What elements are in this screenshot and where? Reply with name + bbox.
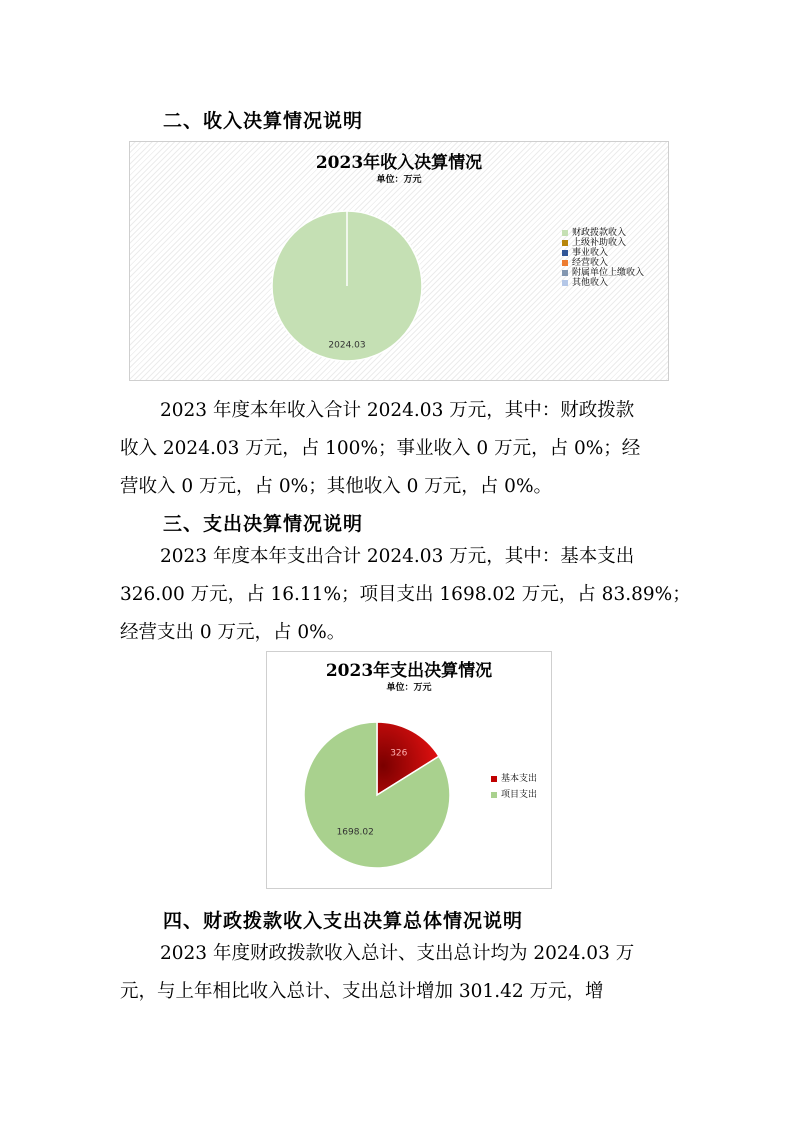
legend-swatch — [491, 776, 497, 782]
chart-unit: 单位：万元 — [376, 175, 422, 185]
legend-item — [562, 228, 644, 238]
text-line: 营收入 0 万元，占 0%；其他收入 0 万元，占 0%。 — [120, 476, 553, 497]
text-line: 2023 年度本年收入合计 2024.03 万元，其中：财政拨款 — [160, 400, 635, 421]
legend-swatch — [562, 270, 568, 276]
legend-swatch — [562, 250, 568, 256]
legend-item — [562, 268, 644, 278]
legend-item — [562, 248, 644, 258]
legend-swatch — [562, 260, 568, 266]
legend-swatch — [562, 280, 568, 286]
chart-title: 2023年支出决算情况 — [325, 661, 493, 681]
pie-data-label: 2024.03 — [328, 340, 366, 351]
section-heading-expense: 三、支出决算情况说明 — [163, 513, 364, 535]
text-line: 326.00 万元，占 16.11%；项目支出 1698.02 万元，占 83.89%； — [120, 584, 691, 605]
legend-label: 其他收入 — [572, 278, 609, 288]
fiscal-paragraph — [120, 935, 680, 1011]
legend-label: 财政拨款收入 — [572, 228, 627, 238]
income-chart — [129, 141, 669, 381]
expense-pie — [267, 652, 551, 888]
legend-swatch — [491, 792, 497, 798]
legend-label: 事业收入 — [572, 248, 609, 258]
legend-label: 附属单位上缴收入 — [572, 268, 645, 278]
legend-swatch — [562, 240, 568, 246]
section-heading-income: 二、收入决算情况说明 — [163, 110, 364, 132]
section-heading-fiscal: 四、财政拨款收入支出决算总体情况说明 — [163, 910, 524, 932]
legend-item — [562, 258, 644, 268]
income-legend — [562, 228, 644, 288]
text-line: 收入 2024.03 万元，占 100%；事业收入 0 万元，占 0%；经 — [120, 438, 641, 459]
legend-label: 经营收入 — [572, 258, 609, 268]
chart-title: 2023年收入决算情况 — [315, 153, 483, 173]
legend-label: 项目支出 — [501, 790, 538, 800]
expense-legend — [491, 774, 537, 806]
legend-item — [491, 790, 537, 800]
legend-swatch — [562, 230, 568, 236]
legend-label: 上级补助收入 — [572, 238, 627, 248]
chart-unit: 单位：万元 — [386, 683, 432, 693]
text-line: 2023 年度财政拨款收入总计、支出总计均为 2024.03 万 — [160, 943, 635, 964]
expense-chart — [266, 651, 552, 889]
legend-item — [562, 238, 644, 248]
text-line: 元，与上年相比收入总计、支出总计增加 301.42 万元，增 — [120, 981, 604, 1002]
legend-item — [491, 774, 537, 784]
income-paragraph — [120, 392, 680, 506]
pie-data-label: 326 — [390, 748, 408, 759]
pie-data-label: 1698.02 — [336, 827, 374, 838]
legend-item — [562, 278, 644, 288]
legend-label: 基本支出 — [501, 774, 538, 784]
expense-paragraph — [120, 538, 691, 652]
text-line: 2023 年度本年支出合计 2024.03 万元，其中：基本支出 — [160, 546, 635, 567]
text-line: 经营支出 0 万元，占 0%。 — [120, 622, 346, 643]
